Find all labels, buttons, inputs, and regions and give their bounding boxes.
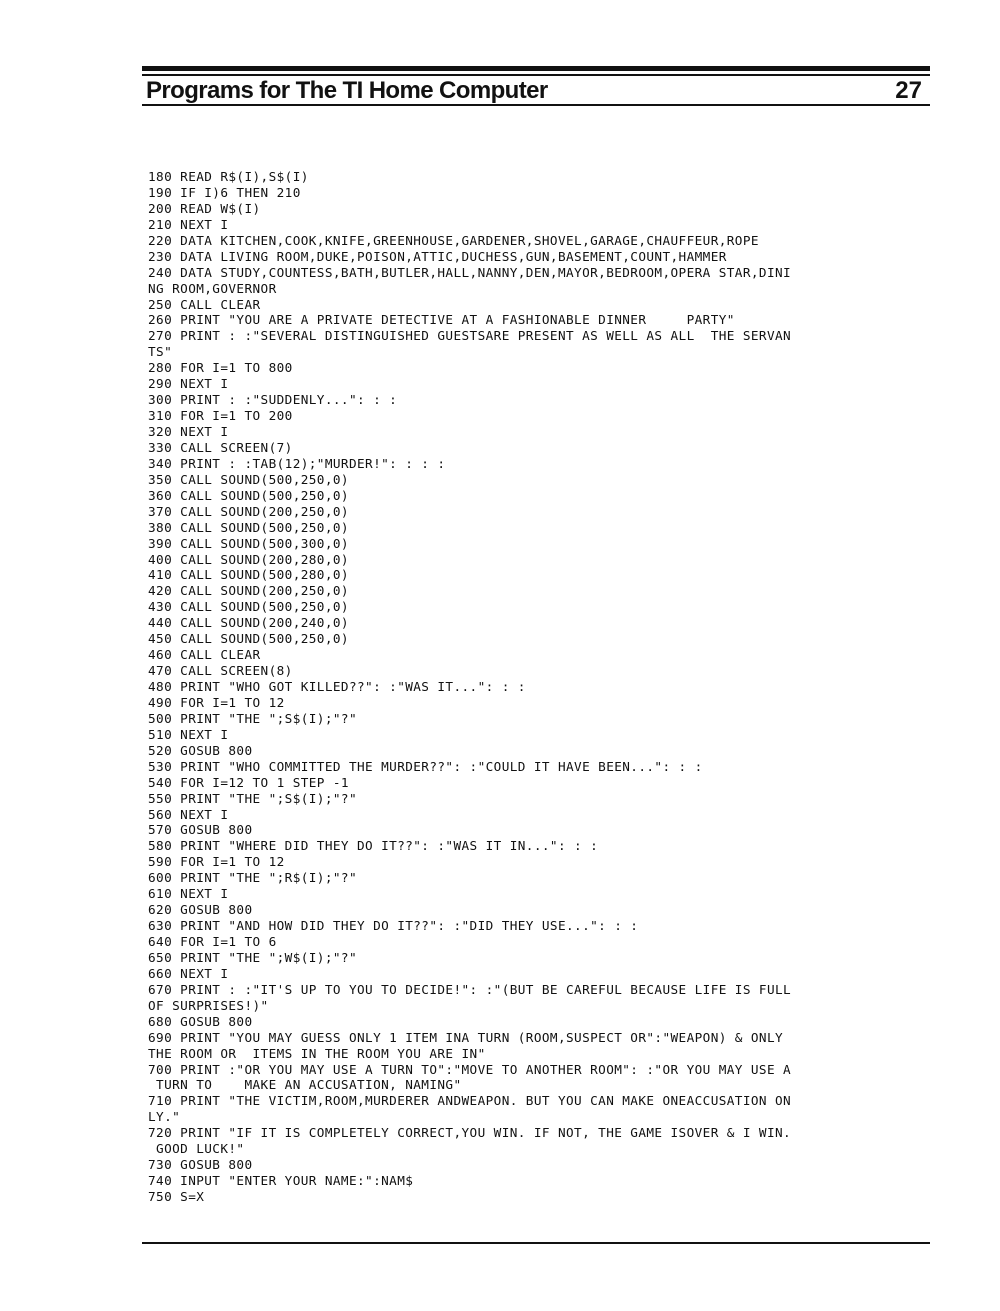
code-line: 200 READ W$(I) <box>148 200 261 216</box>
page-number: 27 <box>895 77 922 104</box>
code-line: TURN TO MAKE AN ACCUSATION, NAMING" <box>148 1077 462 1093</box>
code-line: 320 NEXT I <box>148 424 229 439</box>
footer-rule <box>142 1242 930 1244</box>
code-line: 400 CALL SOUND(200,280,0) <box>148 551 349 567</box>
code-line: 690 PRINT "YOU MAY GUESS ONLY 1 ITEM INA TURN (ROOM,SUSPECT OR":"WEAPON) & ONLY <box>148 1029 784 1045</box>
code-line: 230 DATA LIVING ROOM,DUKE,POISON,ATTIC,DUCHESS,GUN,BASEMENT,COUNT,HAMMER <box>148 248 727 264</box>
code-line: LY." <box>148 1109 181 1125</box>
code-line: 250 CALL CLEAR <box>148 296 261 312</box>
code-line: 530 PRINT "WHO COMMITTED THE MURDER??": :"COULD IT HAVE BEEN...": : : <box>148 758 703 774</box>
code-line: 300 PRINT : :"SUDDENLY...": : : <box>148 392 398 408</box>
code-line: 440 CALL SOUND(200,240,0) <box>148 615 349 631</box>
code-line: 420 CALL SOUND(200,250,0) <box>148 583 349 599</box>
code-line: 190 IF I)6 THEN 210 <box>148 184 301 200</box>
code-line: 490 FOR I=1 TO 12 <box>148 694 285 710</box>
code-line: 240 DATA STUDY,COUNTESS,BATH,BUTLER,HALL,NANNY,DEN,MAYOR,BEDROOM,OPERA STAR,DINI <box>148 264 792 280</box>
code-line: 380 CALL SOUND(500,250,0) <box>148 519 349 535</box>
code-line: 390 CALL SOUND(500,300,0) <box>148 535 349 551</box>
code-line: 650 PRINT "THE ";W$(I);"?" <box>148 949 358 965</box>
code-line: 510 NEXT I <box>148 726 229 742</box>
code-line: 210 NEXT I <box>148 216 229 232</box>
header-rule-bottom <box>142 104 930 106</box>
code-line: 740 INPUT "ENTER YOUR NAME:":NAM$ <box>148 1173 414 1189</box>
code-line: 600 PRINT "THE ";R$(I);"?" <box>148 870 358 886</box>
code-line: 610 NEXT I <box>148 886 229 902</box>
code-line: 220 DATA KITCHEN,COOK,KNIFE,GREENHOUSE,GARDENER,SHOVEL,GARAGE,CHAUFFEUR,ROPE <box>148 232 759 248</box>
code-line: 720 PRINT "IF IT IS COMPLETELY CORRECT,YOU WIN. IF NOT, THE GAME ISOVER & I WIN. <box>148 1125 792 1141</box>
code-line: 340 PRINT : :TAB(12);"MURDER!": : : : <box>148 455 446 471</box>
code-line: 410 CALL SOUND(500,280,0) <box>148 567 349 583</box>
code-line: 590 FOR I=1 TO 12 <box>148 854 285 870</box>
code-line: 500 PRINT "THE ";S$(I);"?" <box>148 710 358 726</box>
code-line: 680 GOSUB 800 <box>148 1013 253 1029</box>
code-line: THE ROOM OR ITEMS IN THE ROOM YOU ARE IN" <box>148 1045 486 1061</box>
running-title: Programs for The TI Home Computer <box>146 77 548 104</box>
code-line: 620 GOSUB 800 <box>148 902 253 918</box>
running-header <box>146 76 926 106</box>
code-line: 580 PRINT "WHERE DID THEY DO IT??": :"WAS IT IN...": : : <box>148 838 599 854</box>
code-line: 700 PRINT :"OR YOU MAY USE A TURN TO":"MOVE TO ANOTHER ROOM": :"OR YOU MAY USE A <box>148 1061 792 1077</box>
code-line: 640 FOR I=1 TO 6 <box>148 934 277 949</box>
code-line: 630 PRINT "AND HOW DID THEY DO IT??": :"DID THEY USE...": : : <box>148 918 639 934</box>
code-line: 550 PRINT "THE ";S$(I);"?" <box>148 790 358 806</box>
code-line: 450 CALL SOUND(500,250,0) <box>148 631 349 647</box>
code-line: 480 PRINT "WHO GOT KILLED??": :"WAS IT...": : : <box>148 679 526 694</box>
code-line: TS" <box>148 344 173 360</box>
code-line: 350 CALL SOUND(500,250,0) <box>148 471 349 487</box>
header-rule-top <box>142 66 930 71</box>
code-line: 540 FOR I=12 TO 1 STEP -1 <box>148 774 349 790</box>
code-line: 430 CALL SOUND(500,250,0) <box>148 599 349 615</box>
code-line: 730 GOSUB 800 <box>148 1157 253 1173</box>
code-line: OF SURPRISES!)" <box>148 997 269 1013</box>
code-line: 470 CALL SCREEN(8) <box>148 663 293 679</box>
code-line: 310 FOR I=1 TO 200 <box>148 408 293 424</box>
code-line: 660 NEXT I <box>148 965 229 981</box>
code-line: 370 CALL SOUND(200,250,0) <box>148 503 349 519</box>
code-line: 260 PRINT "YOU ARE A PRIVATE DETECTIVE AT A FASHIONABLE DINNER PARTY" <box>148 312 735 328</box>
code-line: 670 PRINT : :"IT'S UP TO YOU TO DECIDE!": :"(BUT BE CAREFUL BECAUSE LIFE IS FULL <box>148 981 792 997</box>
code-line: 290 NEXT I <box>148 376 229 392</box>
code-line: 750 S=X <box>148 1189 205 1204</box>
code-line: 460 CALL CLEAR <box>148 647 261 663</box>
code-line: 180 READ R$(I),S$(I) <box>148 169 309 184</box>
code-line: NG ROOM,GOVERNOR <box>148 280 277 296</box>
code-line: 360 CALL SOUND(500,250,0) <box>148 487 349 503</box>
code-line: 520 GOSUB 800 <box>148 742 253 758</box>
code-line: GOOD LUCK!" <box>148 1141 245 1157</box>
code-line: 330 CALL SCREEN(7) <box>148 439 293 455</box>
code-line: 570 GOSUB 800 <box>148 822 253 838</box>
code-line: 710 PRINT "THE VICTIM,ROOM,MURDERER ANDWEAPON. BUT YOU CAN MAKE ONEACCUSATION ON <box>148 1093 792 1109</box>
code-line: 560 NEXT I <box>148 806 229 822</box>
program-listing <box>148 169 928 1205</box>
code-line: 270 PRINT : :"SEVERAL DISTINGUISHED GUESTSARE PRESENT AS WELL AS ALL THE SERVAN <box>148 328 792 344</box>
code-line: 280 FOR I=1 TO 800 <box>148 360 293 376</box>
